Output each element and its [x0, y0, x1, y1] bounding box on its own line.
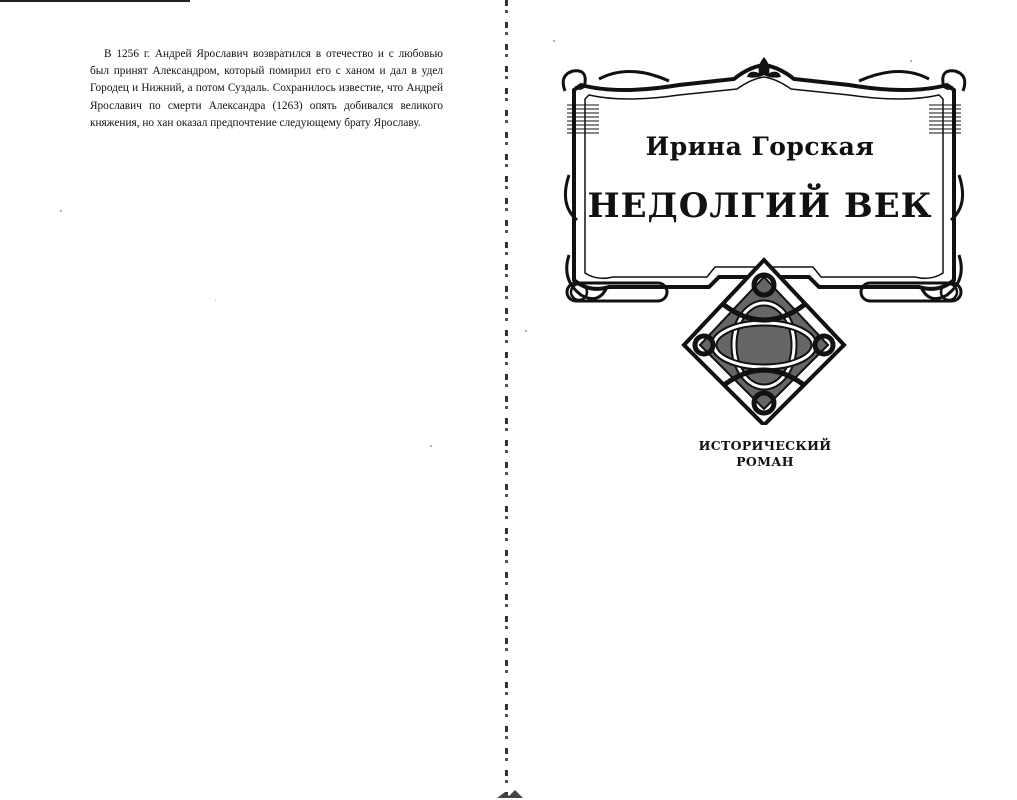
genre-line-1: ИСТОРИЧЕСКИЙ [698, 438, 832, 453]
knot-ornament-icon [684, 260, 844, 425]
left-page [0, 0, 505, 800]
author-name: Ирина Горская [645, 132, 875, 161]
top-rule [0, 0, 190, 2]
paper-speck [525, 330, 527, 332]
paper-speck [60, 210, 62, 212]
historical-note: В 1256 г. Андрей Ярославич возвратился в отечество и с любовью был принят Александром, который помирил его с ханом и дал в удел Городец и Нижний, а потом Суздаль. Сохранилось известие, что Андрей Ярославич по смерти Александра (1263) опять добивался великого княжения, но хан оказал предпочтение следующему брату Ярославу. [90, 48, 443, 129]
paper-speck [553, 40, 555, 42]
title-page [505, 0, 1017, 800]
book-title: НЕДОЛГИЙ ВЕК [587, 186, 933, 226]
paper-speck [215, 300, 216, 301]
ornamental-frame-icon [559, 55, 969, 425]
paper-speck [910, 60, 912, 62]
paper-speck [430, 445, 432, 447]
genre-label [665, 438, 865, 470]
genre-line-2: РОМАН [736, 454, 794, 469]
